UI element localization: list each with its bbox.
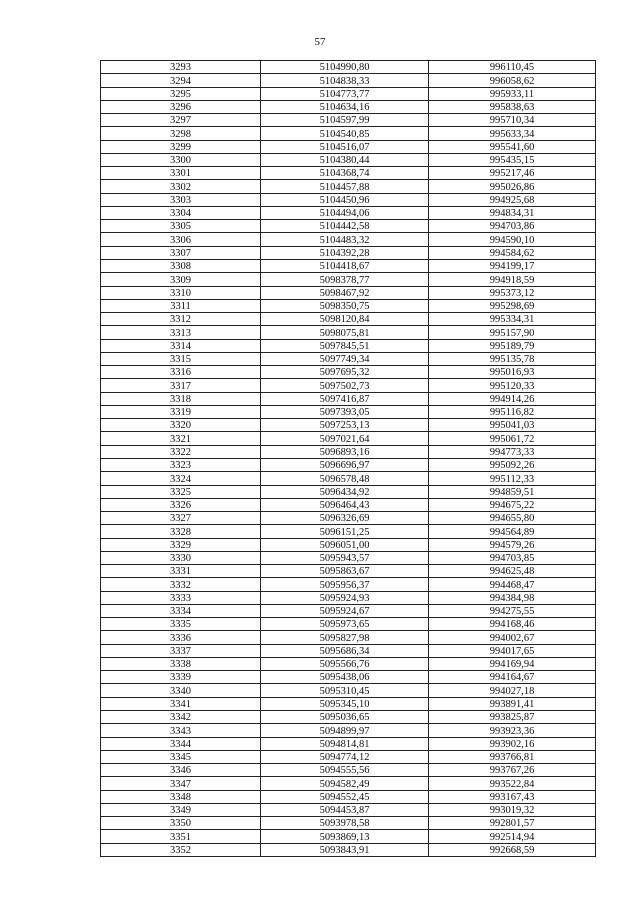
- x-coordinate-cell: 5096051,00: [261, 538, 429, 551]
- x-coordinate-cell: 5098120,84: [261, 313, 429, 326]
- table-row: [101, 565, 596, 578]
- x-coordinate-cell: 5096464,43: [261, 498, 429, 511]
- table-row: [101, 114, 596, 127]
- x-coordinate-cell: 5097695,32: [261, 366, 429, 379]
- y-coordinate-cell: 994703,85: [429, 551, 596, 564]
- table-row: [101, 259, 596, 272]
- x-coordinate-cell: 5098467,92: [261, 286, 429, 299]
- point-number-cell: 3293: [101, 61, 261, 74]
- y-coordinate-cell: 993766,81: [429, 750, 596, 763]
- point-number-cell: 3343: [101, 724, 261, 737]
- y-coordinate-cell: 994468,47: [429, 578, 596, 591]
- table-row: [101, 366, 596, 379]
- table-row: [101, 631, 596, 644]
- point-number-cell: 3305: [101, 220, 261, 233]
- point-number-cell: 3329: [101, 538, 261, 551]
- x-coordinate-cell: 5095943,57: [261, 551, 429, 564]
- y-coordinate-cell: 995092,26: [429, 458, 596, 471]
- point-number-cell: 3349: [101, 803, 261, 816]
- table-row: [101, 392, 596, 405]
- point-number-cell: 3306: [101, 233, 261, 246]
- x-coordinate-cell: 5097845,51: [261, 339, 429, 352]
- point-number-cell: 3303: [101, 193, 261, 206]
- table-row: [101, 193, 596, 206]
- point-number-cell: 3310: [101, 286, 261, 299]
- table-row: [101, 538, 596, 551]
- point-number-cell: 3340: [101, 684, 261, 697]
- x-coordinate-cell: 5104442,58: [261, 220, 429, 233]
- point-number-cell: 3294: [101, 74, 261, 87]
- table-row: [101, 100, 596, 113]
- y-coordinate-cell: 993923,36: [429, 724, 596, 737]
- x-coordinate-cell: 5098378,77: [261, 273, 429, 286]
- y-coordinate-cell: 995061,72: [429, 432, 596, 445]
- point-number-cell: 3332: [101, 578, 261, 591]
- y-coordinate-cell: 994027,18: [429, 684, 596, 697]
- table-row: [101, 525, 596, 538]
- point-number-cell: 3352: [101, 843, 261, 856]
- point-number-cell: 3331: [101, 565, 261, 578]
- table-row: [101, 445, 596, 458]
- point-number-cell: 3325: [101, 485, 261, 498]
- table-row: [101, 777, 596, 790]
- coordinates-table: [100, 60, 596, 857]
- point-number-cell: 3304: [101, 206, 261, 219]
- y-coordinate-cell: 995633,34: [429, 127, 596, 140]
- y-coordinate-cell: 995026,86: [429, 180, 596, 193]
- x-coordinate-cell: 5104634,16: [261, 100, 429, 113]
- point-number-cell: 3296: [101, 100, 261, 113]
- x-coordinate-cell: 5104392,28: [261, 246, 429, 259]
- y-coordinate-cell: 995120,33: [429, 379, 596, 392]
- y-coordinate-cell: 996110,45: [429, 61, 596, 74]
- x-coordinate-cell: 5094552,45: [261, 790, 429, 803]
- point-number-cell: 3342: [101, 711, 261, 724]
- y-coordinate-cell: 995298,69: [429, 299, 596, 312]
- x-coordinate-cell: 5098350,75: [261, 299, 429, 312]
- x-coordinate-cell: 5104457,88: [261, 180, 429, 193]
- y-coordinate-cell: 993522,84: [429, 777, 596, 790]
- x-coordinate-cell: 5093978,58: [261, 817, 429, 830]
- y-coordinate-cell: 994384,98: [429, 591, 596, 604]
- table-row: [101, 140, 596, 153]
- table-row: [101, 206, 596, 219]
- point-number-cell: 3319: [101, 405, 261, 418]
- table-row: [101, 604, 596, 617]
- point-number-cell: 3334: [101, 604, 261, 617]
- y-coordinate-cell: 993019,32: [429, 803, 596, 816]
- point-number-cell: 3333: [101, 591, 261, 604]
- y-coordinate-cell: 995041,03: [429, 419, 596, 432]
- table-row: [101, 74, 596, 87]
- point-number-cell: 3328: [101, 525, 261, 538]
- table-row: [101, 618, 596, 631]
- point-number-cell: 3330: [101, 551, 261, 564]
- table-row: [101, 246, 596, 259]
- x-coordinate-cell: 5097749,34: [261, 352, 429, 365]
- x-coordinate-cell: 5095924,93: [261, 591, 429, 604]
- x-coordinate-cell: 5104773,77: [261, 87, 429, 100]
- x-coordinate-cell: 5097393,05: [261, 405, 429, 418]
- x-coordinate-cell: 5104838,33: [261, 74, 429, 87]
- x-coordinate-cell: 5095924,67: [261, 604, 429, 617]
- table-row: [101, 697, 596, 710]
- y-coordinate-cell: 995016,93: [429, 366, 596, 379]
- point-number-cell: 3314: [101, 339, 261, 352]
- table-row: [101, 153, 596, 166]
- table-row: [101, 750, 596, 763]
- y-coordinate-cell: 994275,55: [429, 604, 596, 617]
- table-row: [101, 313, 596, 326]
- x-coordinate-cell: 5096893,16: [261, 445, 429, 458]
- page-number: 57: [314, 36, 326, 48]
- table-row: [101, 127, 596, 140]
- table-row: [101, 803, 596, 816]
- y-coordinate-cell: 994579,26: [429, 538, 596, 551]
- y-coordinate-cell: 994584,62: [429, 246, 596, 259]
- point-number-cell: 3339: [101, 671, 261, 684]
- table-row: [101, 233, 596, 246]
- x-coordinate-cell: 5096151,25: [261, 525, 429, 538]
- point-number-cell: 3345: [101, 750, 261, 763]
- x-coordinate-cell: 5097021,64: [261, 432, 429, 445]
- y-coordinate-cell: 996058,62: [429, 74, 596, 87]
- y-coordinate-cell: 994564,89: [429, 525, 596, 538]
- point-number-cell: 3341: [101, 697, 261, 710]
- table-row: [101, 61, 596, 74]
- x-coordinate-cell: 5096326,69: [261, 512, 429, 525]
- table-row: [101, 286, 596, 299]
- table-row: [101, 419, 596, 432]
- y-coordinate-cell: 994590,10: [429, 233, 596, 246]
- table-row: [101, 485, 596, 498]
- table-row: [101, 273, 596, 286]
- x-coordinate-cell: 5097416,87: [261, 392, 429, 405]
- point-number-cell: 3301: [101, 167, 261, 180]
- y-coordinate-cell: 994773,33: [429, 445, 596, 458]
- y-coordinate-cell: 992514,94: [429, 830, 596, 843]
- point-number-cell: 3337: [101, 644, 261, 657]
- y-coordinate-cell: 992801,57: [429, 817, 596, 830]
- x-coordinate-cell: 5095686,34: [261, 644, 429, 657]
- table-row: [101, 326, 596, 339]
- point-number-cell: 3317: [101, 379, 261, 392]
- point-number-cell: 3344: [101, 737, 261, 750]
- x-coordinate-cell: 5104516,07: [261, 140, 429, 153]
- x-coordinate-cell: 5104418,67: [261, 259, 429, 272]
- y-coordinate-cell: 995710,34: [429, 114, 596, 127]
- y-coordinate-cell: 994002,67: [429, 631, 596, 644]
- x-coordinate-cell: 5094899,97: [261, 724, 429, 737]
- x-coordinate-cell: 5094582,49: [261, 777, 429, 790]
- y-coordinate-cell: 993902,16: [429, 737, 596, 750]
- point-number-cell: 3326: [101, 498, 261, 511]
- y-coordinate-cell: 995373,12: [429, 286, 596, 299]
- y-coordinate-cell: 993891,41: [429, 697, 596, 710]
- point-number-cell: 3311: [101, 299, 261, 312]
- y-coordinate-cell: 995112,33: [429, 472, 596, 485]
- x-coordinate-cell: 5095956,37: [261, 578, 429, 591]
- x-coordinate-cell: 5095863,67: [261, 565, 429, 578]
- y-coordinate-cell: 994703,86: [429, 220, 596, 233]
- point-number-cell: 3336: [101, 631, 261, 644]
- table-row: [101, 843, 596, 856]
- point-number-cell: 3316: [101, 366, 261, 379]
- table-row: [101, 657, 596, 670]
- y-coordinate-cell: 994655,80: [429, 512, 596, 525]
- x-coordinate-cell: 5096578,48: [261, 472, 429, 485]
- point-number-cell: 3347: [101, 777, 261, 790]
- y-coordinate-cell: 993825,87: [429, 711, 596, 724]
- point-number-cell: 3350: [101, 817, 261, 830]
- point-number-cell: 3351: [101, 830, 261, 843]
- point-number-cell: 3299: [101, 140, 261, 153]
- point-number-cell: 3309: [101, 273, 261, 286]
- y-coordinate-cell: 994169,94: [429, 657, 596, 670]
- x-coordinate-cell: 5104597,99: [261, 114, 429, 127]
- table-row: [101, 498, 596, 511]
- point-number-cell: 3324: [101, 472, 261, 485]
- x-coordinate-cell: 5104368,74: [261, 167, 429, 180]
- y-coordinate-cell: 994918,59: [429, 273, 596, 286]
- point-number-cell: 3300: [101, 153, 261, 166]
- table-row: [101, 379, 596, 392]
- table-row: [101, 737, 596, 750]
- table-row: [101, 220, 596, 233]
- y-coordinate-cell: 992668,59: [429, 843, 596, 856]
- table-row: [101, 458, 596, 471]
- y-coordinate-cell: 995933,11: [429, 87, 596, 100]
- table-row: [101, 299, 596, 312]
- x-coordinate-cell: 5094555,56: [261, 764, 429, 777]
- x-coordinate-cell: 5104540,85: [261, 127, 429, 140]
- y-coordinate-cell: 995435,15: [429, 153, 596, 166]
- x-coordinate-cell: 5096696,97: [261, 458, 429, 471]
- table-row: [101, 87, 596, 100]
- x-coordinate-cell: 5094453,87: [261, 803, 429, 816]
- x-coordinate-cell: 5095827,98: [261, 631, 429, 644]
- y-coordinate-cell: 994925,68: [429, 193, 596, 206]
- y-coordinate-cell: 994625,48: [429, 565, 596, 578]
- x-coordinate-cell: 5098075,81: [261, 326, 429, 339]
- y-coordinate-cell: 995157,90: [429, 326, 596, 339]
- x-coordinate-cell: 5095345,10: [261, 697, 429, 710]
- point-number-cell: 3313: [101, 326, 261, 339]
- y-coordinate-cell: 995838,63: [429, 100, 596, 113]
- point-number-cell: 3308: [101, 259, 261, 272]
- table-row: [101, 405, 596, 418]
- y-coordinate-cell: 993167,43: [429, 790, 596, 803]
- point-number-cell: 3298: [101, 127, 261, 140]
- table-row: [101, 352, 596, 365]
- x-coordinate-cell: 5104990,80: [261, 61, 429, 74]
- point-number-cell: 3315: [101, 352, 261, 365]
- table-row: [101, 671, 596, 684]
- table-row: [101, 711, 596, 724]
- table-row: [101, 432, 596, 445]
- y-coordinate-cell: 993767,26: [429, 764, 596, 777]
- point-number-cell: 3323: [101, 458, 261, 471]
- y-coordinate-cell: 994859,51: [429, 485, 596, 498]
- table-row: [101, 790, 596, 803]
- point-number-cell: 3307: [101, 246, 261, 259]
- x-coordinate-cell: 5095438,06: [261, 671, 429, 684]
- point-number-cell: 3312: [101, 313, 261, 326]
- y-coordinate-cell: 994168,46: [429, 618, 596, 631]
- table-row: [101, 764, 596, 777]
- y-coordinate-cell: 995217,46: [429, 167, 596, 180]
- x-coordinate-cell: 5104494,06: [261, 206, 429, 219]
- table-row: [101, 551, 596, 564]
- x-coordinate-cell: 5095036,65: [261, 711, 429, 724]
- table-row: [101, 180, 596, 193]
- y-coordinate-cell: 994017,65: [429, 644, 596, 657]
- table-row: [101, 591, 596, 604]
- point-number-cell: 3297: [101, 114, 261, 127]
- y-coordinate-cell: 994834,31: [429, 206, 596, 219]
- table-row: [101, 167, 596, 180]
- point-number-cell: 3321: [101, 432, 261, 445]
- table-row: [101, 684, 596, 697]
- point-number-cell: 3327: [101, 512, 261, 525]
- x-coordinate-cell: 5096434,92: [261, 485, 429, 498]
- y-coordinate-cell: 994164,67: [429, 671, 596, 684]
- point-number-cell: 3335: [101, 618, 261, 631]
- y-coordinate-cell: 995116,82: [429, 405, 596, 418]
- table-row: [101, 817, 596, 830]
- x-coordinate-cell: 5104483,32: [261, 233, 429, 246]
- point-number-cell: 3320: [101, 419, 261, 432]
- x-coordinate-cell: 5095973,65: [261, 618, 429, 631]
- point-number-cell: 3322: [101, 445, 261, 458]
- coordinates-table-body: [101, 61, 596, 857]
- y-coordinate-cell: 995334,31: [429, 313, 596, 326]
- y-coordinate-cell: 994914,26: [429, 392, 596, 405]
- y-coordinate-cell: 994675,22: [429, 498, 596, 511]
- table-row: [101, 472, 596, 485]
- x-coordinate-cell: 5095566,76: [261, 657, 429, 670]
- table-row: [101, 339, 596, 352]
- point-number-cell: 3338: [101, 657, 261, 670]
- y-coordinate-cell: 995189,79: [429, 339, 596, 352]
- point-number-cell: 3346: [101, 764, 261, 777]
- x-coordinate-cell: 5093869,13: [261, 830, 429, 843]
- x-coordinate-cell: 5104450,96: [261, 193, 429, 206]
- x-coordinate-cell: 5097502,73: [261, 379, 429, 392]
- x-coordinate-cell: 5094774,12: [261, 750, 429, 763]
- x-coordinate-cell: 5097253,13: [261, 419, 429, 432]
- y-coordinate-cell: 994199,17: [429, 259, 596, 272]
- point-number-cell: 3318: [101, 392, 261, 405]
- y-coordinate-cell: 995135,78: [429, 352, 596, 365]
- x-coordinate-cell: 5104380,44: [261, 153, 429, 166]
- x-coordinate-cell: 5094814,81: [261, 737, 429, 750]
- x-coordinate-cell: 5095310,45: [261, 684, 429, 697]
- table-row: [101, 724, 596, 737]
- point-number-cell: 3295: [101, 87, 261, 100]
- table-row: [101, 578, 596, 591]
- table-row: [101, 830, 596, 843]
- y-coordinate-cell: 995541,60: [429, 140, 596, 153]
- x-coordinate-cell: 5093843,91: [261, 843, 429, 856]
- table-row: [101, 644, 596, 657]
- point-number-cell: 3302: [101, 180, 261, 193]
- point-number-cell: 3348: [101, 790, 261, 803]
- table-row: [101, 512, 596, 525]
